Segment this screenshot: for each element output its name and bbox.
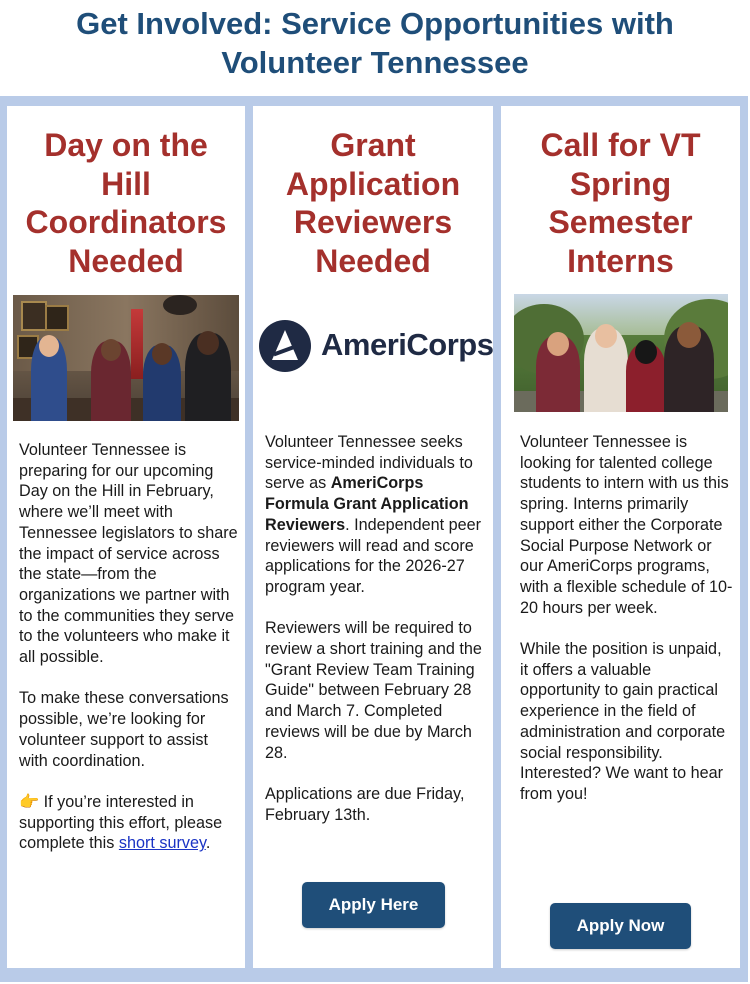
apply-now-button[interactable]: Apply Now	[550, 903, 691, 949]
paragraph: Applications are due Friday, February 13th.	[265, 784, 465, 824]
four-people-in-office-photo	[13, 295, 239, 421]
apply-here-button[interactable]: Apply Here	[302, 882, 445, 928]
column-grant-reviewers	[253, 106, 493, 968]
four-interns-outdoors-photo	[514, 294, 728, 412]
pointing-hand-icon: 👉	[19, 792, 40, 811]
paragraph: Reviewers will be required to review a short training and the "Grant Review Team Training Guide" between February 28 and March 7. Completed reviews will be due by March 28.	[265, 619, 482, 762]
newsletter-header	[0, 0, 750, 96]
paragraph: Volunteer Tennessee is looking for talented college students to intern with us this spring. Interns primarily support either the Corporate Social Purpose Network or our AmeriCorps programs, with a flexible schedule of 10-20 hours per week.	[520, 433, 733, 617]
column-title: Call for VT Spring Semester Interns	[540, 127, 701, 279]
survey-prompt: 👉 If you’re interested in supporting this effort, please complete this short survey.	[19, 792, 223, 853]
column-body	[520, 432, 734, 825]
column-body	[19, 440, 239, 875]
paragraph: Volunteer Tennessee seeks service-minded individuals to serve as AmeriCorps Formula Grant Application Reviewers. Independent peer reviewers will read and score applications for the 2026-27 program year.	[265, 433, 482, 596]
logo-text: AmeriCorps	[321, 327, 494, 362]
paragraph: While the position is unpaid, it offers a valuable opportunity to gain practical experience in the field of administration and corporate social responsibility. Interested? We want to hear from you!	[520, 640, 726, 803]
column-day-on-the-hill	[7, 106, 245, 968]
americorps-logo-icon	[259, 320, 311, 372]
column-title: Grant Application Reviewers Needed	[285, 127, 461, 279]
short-survey-link[interactable]: short survey	[118, 834, 206, 853]
column-title: Day on the Hill Coordinators Needed	[25, 127, 227, 279]
column-spring-interns	[501, 106, 740, 968]
paragraph: To make these conversations possible, we’re looking for volunteer support to assist with coordination.	[19, 689, 229, 770]
paragraph: Volunteer Tennessee is preparing for our upcoming Day on the Hill in February, where we’ll meet with Tennessee legislators to share the impact of service across the state—from the organizations we partner with to the communities they serve to the volunteers who make it all possible.	[19, 441, 238, 667]
page-title: Get Involved: Service Opportunities with Volunteer Tennessee	[76, 6, 674, 80]
column-body	[265, 432, 487, 846]
americorps-logo	[259, 318, 494, 374]
opportunities-grid	[0, 96, 748, 982]
